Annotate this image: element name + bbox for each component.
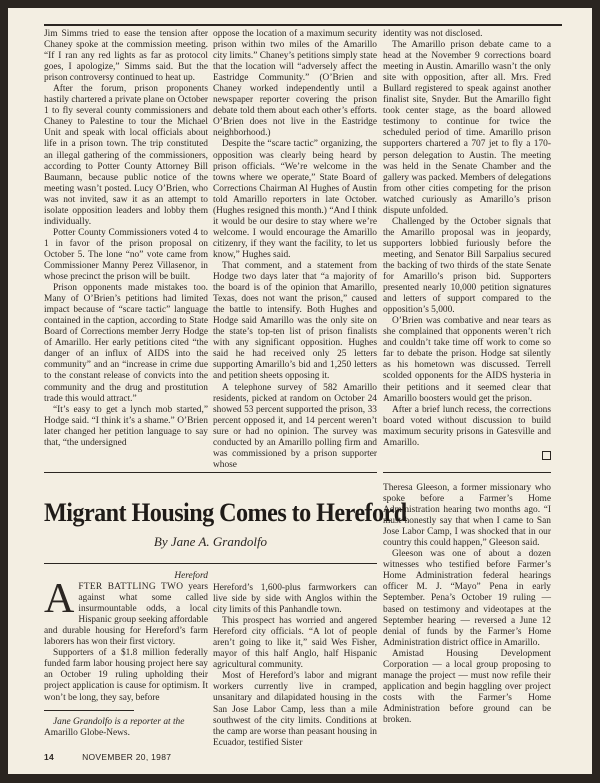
paragraph: Prison opponents made mistakes too. Many of O’Brien’s petitions had limited impact because of “scare tactic” language contained in the caption, according to State Board of Corrections member Jerry Hodge of Amarillo. Her early petitions cited “the danger of an influx of AIDS into the community” and an “increase in crime due to the constant release of convicts into the community and the drug and prostitution trade this would attract.” bbox=[44, 283, 208, 404]
lead-text: years against what some called insurmountable odds, a local Hispanic group seeking affordable and durable housing for Hereford’s farm laborers has won their first victory. bbox=[44, 582, 208, 648]
article2-column-1 bbox=[44, 571, 208, 739]
paragraph: Supporters of a $1.8 million federally funded farm labor housing project here say an October 19 ruling upholding their project application is cause for optimism. It won’t be long, they say, before bbox=[44, 648, 208, 703]
article2-column-2 bbox=[213, 583, 377, 749]
paragraph: After a brief lunch recess, the corrections board voted without discussion to build maximum security prisons in Gatesville and Amarillo. bbox=[383, 404, 551, 448]
paragraph: Potter County Commissioners voted 4 to 1 in favor of the prison proposal on October 5. The lone “no” vote came from Commissioner Manny Perez Villasenor, in whose precinct the prison will be built. bbox=[44, 227, 208, 283]
paragraph: That comment, and a statement from Hodge two days later that “a majority of the board is of the opinion that Amarillo, Texas, does not want the prison,” caused the battle to intensify. Both Hughes and Hodge said Amarillo was the only site on the state’s top-ten list of prison finalists with any significant opposition. Hughes said he had received only 25 letters supporting Amarillo’s bid and 1,250 letters and petition sheets opposing it. bbox=[213, 260, 377, 382]
paragraph: Hereford’s 1,600-plus farmworkers can live side by side with Anglos within the city limits of this Panhandle town. bbox=[213, 583, 377, 616]
lead-paragraph bbox=[44, 576, 208, 648]
paragraph: oppose the location of a maximum security prison within two miles of the Amarillo city limits.” Chaney’s petitions simply state that the location will “adversely affect the Eastridge Community.” (O’Brien and Chaney worked independently until a newspaper reporter covering the prison debate told them about each other’s efforts. O’Brien does not live in the Eastridge neighborhood.) bbox=[213, 29, 377, 139]
paragraph: O’Brien was combative and near tears as she complained that opponents weren’t rich and couldn’t take time off work to come so far to debate the prison. Hodge sat silently as his hometown was discussed. Terrell scolded opponents for the AIDS hysteria in their petitions and it seemed clear that Amarillo boosters would get the prison. bbox=[383, 316, 551, 404]
section-rule bbox=[44, 472, 377, 473]
paragraph: identity was not disclosed. bbox=[383, 29, 483, 39]
paragraph: Gleeson was one of about a dozen witnesses who testified before Farmer’s Home Administration federal hearings officer M. J. “Mayo” Pena in early September. Pena’s October 19 ruling — based on testimony and videotapes at the September hearing — reversed a June 12 denial of funds by the Farmer’s Home Administration district office in Amarillo. bbox=[383, 549, 551, 648]
paragraph: Despite the “scare tactic” organizing, the opposition was clearly being heard by prison officials. “We’re welcome in the towns where we operate,” State Board of Corrections Chairman Al Hughes of Austin told Amarillo reporters in late October. (Hughes resigned this month.) “And I think it would be our desire to stay where we’re welcome. I would encourage the Amarillo citizenry, if they want the facility, to let us know,” Hughes said. bbox=[213, 139, 377, 260]
article1-column-3 bbox=[383, 29, 551, 460]
paragraph: “It’s easy to get a lynch mob started,” Hodge said. “I think it’s a shame.” O’Brien later changed her petition language to say that, “the undersigned bbox=[44, 404, 208, 448]
top-rule bbox=[44, 24, 562, 26]
magazine-page bbox=[8, 8, 592, 774]
paragraph: Theresa Gleeson, a former missionary who spoke before a Farmer’s Home Administration hearing two months ago. “I must honestly say that when I came to San Jose Labor Camp, I was shocked that in our country this could happen,” Gleeson said. bbox=[383, 483, 551, 549]
article1-column-2 bbox=[213, 29, 377, 471]
byline: By Jane A. Grandolfo bbox=[153, 534, 268, 549]
credit-name: Jane Grandolfo is a reporter at the bbox=[53, 716, 185, 727]
author-credit bbox=[44, 717, 208, 739]
paragraph: Most of Hereford’s labor and migrant workers currently live in cramped, unsanitary and dilapidated housing in the San Jose Labor Camp, less than a mile southwest of the city limits. Conditions at the camp are worse than peasant housing in Ecuador, testified Sister bbox=[213, 671, 377, 748]
page-footer bbox=[44, 752, 171, 762]
issue-date: NOVEMBER 20, 1987 bbox=[82, 752, 172, 762]
headline-rule bbox=[44, 563, 377, 564]
drop-cap: A bbox=[44, 576, 75, 623]
article2-column-3 bbox=[383, 483, 551, 726]
paragraph: A telephone survey of 582 Amarillo residents, picked at random on October 24 showed 53 percent supported the prison, 33 percent opposed it, and 14 percent weren’t sure or had no opinion. The survey was conducted by an Amarillo polling firm and was commissioned by a prison supporter whose bbox=[213, 382, 377, 470]
paragraph: Jim Simms tried to ease the tension after Chaney spoke at the commission meeting. “If I ran any red lights as far as protocol goes, I apologize,” Simms said. But the prison controversy continued to heat up. bbox=[44, 29, 208, 84]
paragraph: After the forum, prison proponents hastily chartered a private plane on October 1 to fly several county commissioners and Chaney to Palestine to tour the Michael Unit and speak with local officials about life in a prison town. The trip constituted an illegal gathering of the commissioners, according to Potter County Attorney Bill Baumann, because public notice of the meeting wasn’t posted. Lucy O’Brien, who was not invited, saw it as an attempt to isolate opposition leaders and lobby them individually. bbox=[44, 84, 208, 227]
article1-column-1 bbox=[44, 29, 208, 449]
section-rule bbox=[383, 472, 551, 473]
paragraph: Amistad Housing Development Corporation — a local group proposing to manage the project — must now refile their application and begin haggling over project costs with the Farmer’s Home Administration before ground can be broken. bbox=[383, 648, 551, 725]
credit-org: Amarillo Globe-News. bbox=[44, 727, 130, 738]
dateline: Hereford bbox=[174, 571, 208, 581]
article-headline: Migrant Housing Comes to Hereford bbox=[44, 498, 407, 527]
paragraph: The Amarillo prison debate came to a head at the November 9 corrections board meeting in Austin. Amarillo wasn’t the only site with opposition, after all. Mrs. Fred Bullard registered to speak against another finalist site, Snyder. But the Amarillo fight took center stage, as the board allowed testimony to continue for twice the scheduled period of time. Amarillo prison supporters chartered a 707 jet to fly a 170-person delegation to Austin. The meeting was held in the Senate Chamber and the gallery was packed. Members of delegations from other cities competing for the prison watched curiously as Amarillo’s prison dispute unfolded. bbox=[383, 40, 551, 216]
credit-rule bbox=[44, 710, 134, 711]
paragraph: This prospect has worried and angered Hereford city officials. “A lot of people aren’t going to like it,” said Wes Fisher, mayor of this half Anglo, half Hispanic agricultural community. bbox=[213, 616, 377, 671]
end-of-story-icon bbox=[542, 451, 551, 460]
page-number: 14 bbox=[44, 752, 55, 762]
lead-caps: FTER BATTLING TWO bbox=[78, 582, 184, 593]
paragraph: Challenged by the October signals that the Amarillo proposal was in jeopardy, supporters lobbied furiously before the meeting, and Senator Bill Sarpalius secured the backing of two thirds of the state Senate for Amarillo’s prison bid. Supporters presented nearly 10,000 petition signatures and letters of support compared to the opposition’s 5,000. bbox=[383, 216, 551, 316]
